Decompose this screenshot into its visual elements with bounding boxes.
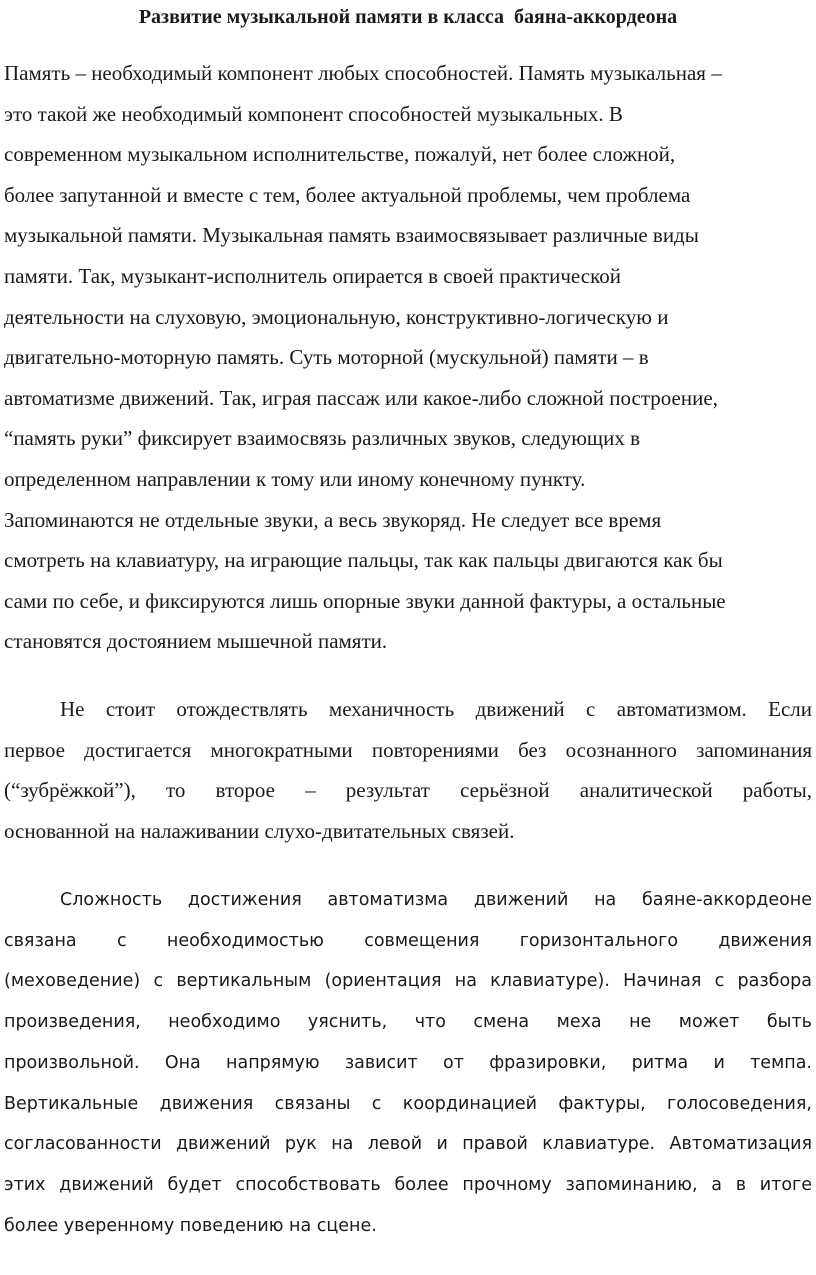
- paragraph-line: двигательно-моторную память. Суть моторной (мускульной) памяти – в: [4, 345, 649, 370]
- paragraph-line: (меховедение) с вертикальным (ориентация на клавиатуре). Начиная с разбора: [4, 971, 812, 992]
- paragraph-line: Вертикальные движения связаны с координацией фактуры, голосоведения,: [4, 1093, 812, 1114]
- paragraph-line: связана с необходимостью совмещения горизонтального движения: [4, 930, 812, 951]
- paragraph-line: автоматизме движений. Так, играя пассаж или какое-либо сложной построение,: [4, 385, 718, 410]
- paragraph-line: произвольной. Она напрямую зависит от фразировки, ритма и темпа.: [4, 1052, 812, 1073]
- paragraph-3: [4, 880, 812, 1246]
- paragraph-line: первое достигается многократными повторениями без осознанного запоминания: [4, 737, 812, 762]
- paragraph-line: Не стоит отождествлять механичность движений с автоматизмом. Если: [60, 697, 812, 721]
- paragraph-line: произведения, необходимо уяснить, что смена меха не может быть: [4, 1012, 812, 1033]
- document-title: Развитие музыкальной памяти в класса баяна-аккордеона: [138, 6, 678, 28]
- paragraph-line: более запутанной и вместе с тем, более актуальной проблемы, чем проблема: [4, 182, 691, 207]
- paragraph-line: согласованности движений рук на левой и правой клавиатуре. Автоматизация: [4, 1134, 812, 1155]
- paragraph-line: Запоминаются не отдельные звуки, а весь звукоряд. Не следует все время: [4, 507, 662, 532]
- paragraph-line: смотреть на клавиатуру, на играющие пальцы, так как пальцы двигаются как бы: [4, 548, 723, 573]
- paragraph-line: Сложность достижения автоматизма движений на баяне-аккордеоне: [60, 890, 812, 910]
- paragraph-2: [4, 689, 812, 851]
- paragraph-line: современном музыкальном исполнительстве, пожалуй, нет более сложной,: [4, 142, 676, 167]
- paragraph-line: памяти. Так, музыкант-исполнитель опирается в своей практической: [4, 263, 621, 288]
- paragraph-line: Память – необходимый компонент любых способностей. Память музыкальная –: [4, 61, 722, 85]
- paragraph-line: более уверенному поведению на сцене.: [4, 1215, 377, 1236]
- paragraph-line: (“зубрёжкой”), то второе – результат серьёзной аналитической работы,: [4, 778, 812, 803]
- paragraph-line: это такой же необходимый компонент способностей музыкальных. В: [4, 101, 623, 126]
- paragraph-line: деятельности на слуховую, эмоциональную, конструктивно-логическую и: [4, 304, 669, 329]
- paragraph-line: сами по себе, и фиксируются лишь опорные звуки данной фактуры, а остальные: [4, 588, 726, 613]
- paragraph-line: основанной на налаживании слухо-двитательных связей.: [4, 818, 515, 843]
- paragraph-line: определенном направлении к тому или иному конечному пункту.: [4, 466, 586, 491]
- paragraph-line: становятся достоянием мышечной памяти.: [4, 629, 388, 654]
- paragraph-line: музыкальной памяти. Музыкальная память взаимосвязывает различные виды: [4, 223, 699, 248]
- paragraph-line: этих движений будет способствовать более прочному запоминанию, а в итоге: [4, 1174, 812, 1195]
- paragraph-1: [4, 53, 812, 662]
- paragraph-line: “память руки” фиксирует взаимосвязь различных звуков, следующих в: [4, 426, 640, 451]
